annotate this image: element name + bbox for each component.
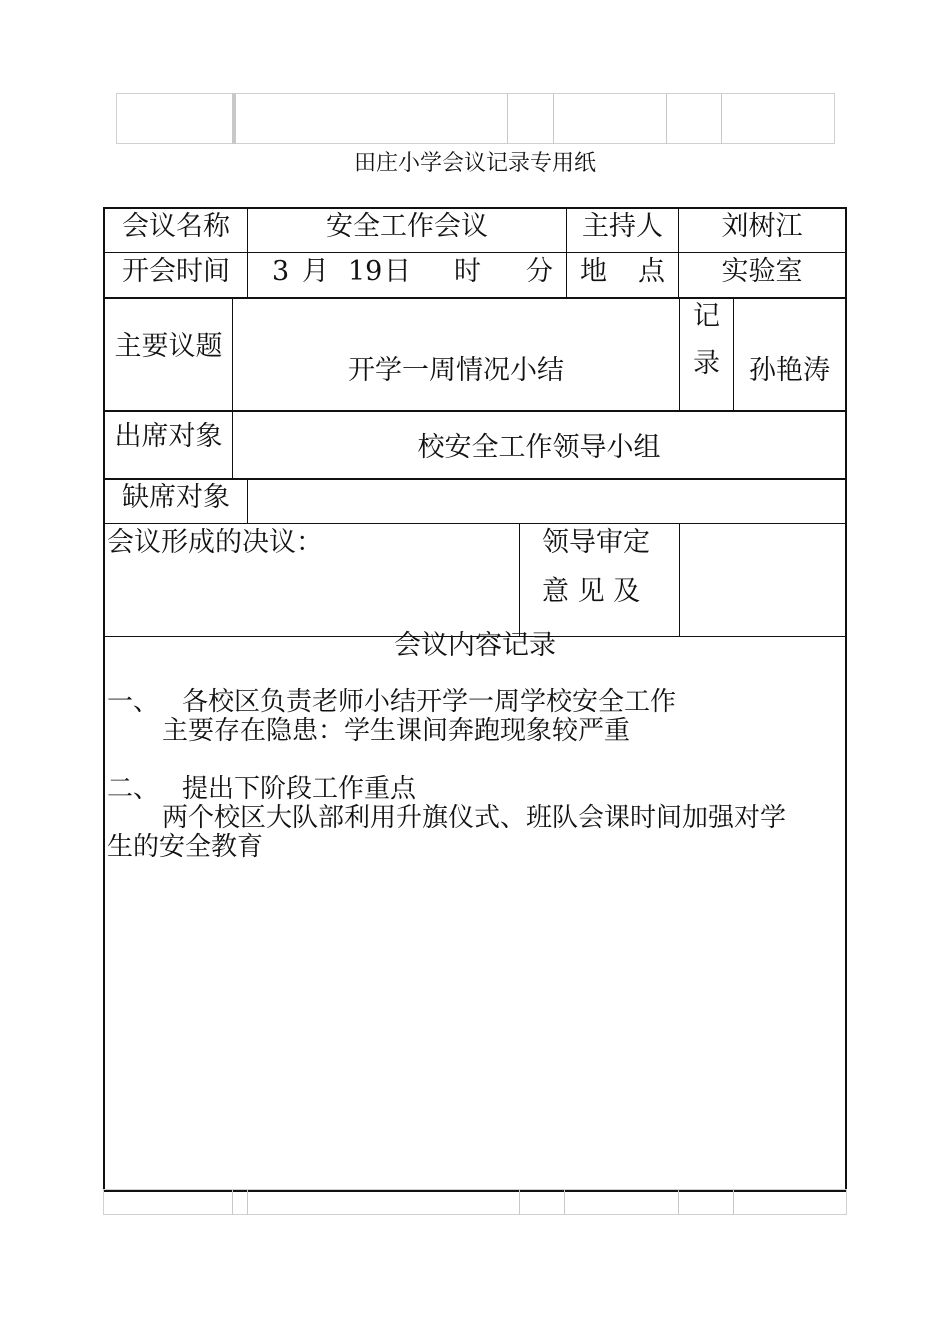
topic-value: 开学一周情况小结 bbox=[348, 355, 564, 386]
ghost-divider bbox=[247, 1189, 248, 1215]
time-label: 开会时间 bbox=[122, 256, 230, 287]
ghost-divider bbox=[232, 1189, 233, 1215]
recorder-value: 孙艳涛 bbox=[749, 355, 830, 386]
host-label: 主持人 bbox=[582, 211, 663, 242]
attendees-value: 校安全工作领导小组 bbox=[417, 432, 661, 463]
col-divider bbox=[519, 524, 520, 636]
ghost-divider bbox=[666, 93, 667, 144]
col-divider bbox=[733, 299, 734, 410]
time-month: 3 bbox=[272, 256, 290, 287]
place-label-first: 地 bbox=[580, 256, 607, 287]
footer-ghost-row bbox=[103, 1189, 847, 1215]
item-1-title: 各校区负责老师小结开学一周学校安全工作 bbox=[182, 687, 677, 717]
ghost-divider bbox=[232, 93, 236, 144]
ghost-divider bbox=[721, 93, 722, 144]
meeting-name-label: 会议名称 bbox=[122, 211, 230, 242]
row-divider bbox=[105, 252, 845, 253]
item-2-detail-continued: 生的安全教育 bbox=[107, 832, 264, 862]
ghost-divider bbox=[553, 93, 554, 144]
item-2-title: 提出下阶段工作重点 bbox=[182, 774, 417, 804]
item-2-marker: 二、 bbox=[107, 774, 160, 804]
absent-label: 缺席对象 bbox=[122, 482, 230, 513]
row-divider bbox=[105, 523, 845, 524]
page-title: 田庄小学会议记录专用纸 bbox=[353, 151, 596, 176]
col-divider bbox=[247, 480, 248, 523]
meeting-name-value: 安全工作会议 bbox=[326, 211, 488, 242]
review-label-second: 意 见 及 bbox=[542, 576, 641, 607]
review-label-first: 领导审定 bbox=[542, 527, 650, 558]
time-month-unit: 月 bbox=[302, 256, 329, 287]
col-divider bbox=[679, 524, 680, 636]
recorder-label-second: 录 bbox=[693, 348, 720, 379]
place-label-second: 点 bbox=[638, 256, 665, 287]
time-hour-unit: 时 bbox=[454, 256, 481, 287]
place-value: 实验室 bbox=[721, 256, 803, 287]
col-divider bbox=[232, 299, 233, 410]
row-divider bbox=[105, 410, 845, 412]
ghost-divider bbox=[733, 1189, 734, 1215]
item-1-detail: 主要存在隐患：学生课间奔跑现象较严重 bbox=[162, 716, 631, 746]
header-ghost-row bbox=[116, 93, 835, 144]
topic-label: 主要议题 bbox=[114, 331, 223, 362]
row-divider bbox=[105, 478, 845, 480]
ghost-divider bbox=[564, 1189, 565, 1215]
time-day-unit: 日 bbox=[384, 256, 411, 287]
row-divider bbox=[105, 297, 845, 299]
content-heading: 会议内容记录 bbox=[394, 630, 556, 661]
ghost-divider bbox=[519, 1189, 520, 1215]
recorder-label-first: 记 bbox=[693, 301, 720, 332]
time-day: 19 bbox=[348, 256, 383, 287]
attendees-label: 出席对象 bbox=[114, 421, 223, 452]
ghost-divider bbox=[678, 1189, 679, 1215]
time-minute-unit: 分 bbox=[526, 256, 553, 287]
item-2-detail: 两个校区大队部利用升旗仪式、班队会课时间加强对学 bbox=[162, 803, 787, 833]
host-value: 刘树江 bbox=[721, 211, 803, 242]
resolution-label: 会议形成的决议： bbox=[107, 527, 323, 558]
ghost-divider bbox=[507, 93, 508, 144]
item-1-marker: 一、 bbox=[107, 687, 160, 717]
